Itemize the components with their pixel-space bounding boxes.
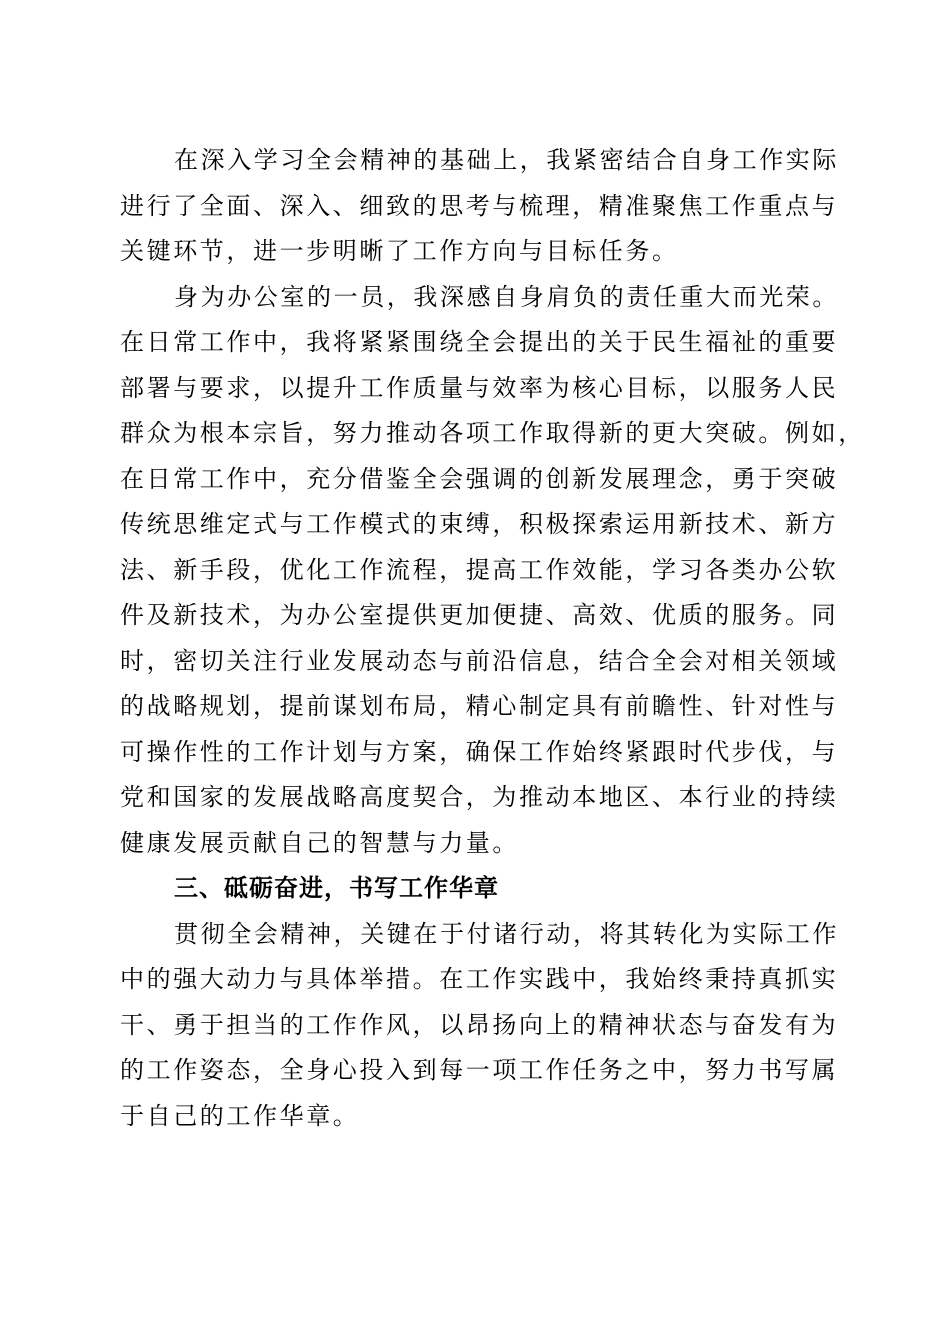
text-line: 的工作姿态，全身心投入到每一项工作任务之中，努力书写属 bbox=[120, 1056, 839, 1084]
text-line: 贯彻全会精神，关键在于付诸行动，将其转化为实际工作 bbox=[174, 919, 839, 948]
paragraph-2 bbox=[120, 275, 865, 867]
text-line: 中的强大动力与具体举措。在工作实践中，我始终秉持真抓实 bbox=[120, 965, 839, 993]
text-line: 党和国家的发展战略高度契合，为推动本地区、本行业的持续 bbox=[120, 783, 839, 811]
text-line: 进行了全面、深入、细致的思考与梳理，精准聚焦工作重点与 bbox=[120, 191, 839, 220]
paragraph-3 bbox=[120, 912, 839, 1140]
text-line: 群众为根本宗旨，努力推动各项工作取得新的更大突破。例如， bbox=[120, 419, 865, 447]
text-line: 于自己的工作华章。 bbox=[120, 1101, 360, 1130]
text-line: 在日常工作中，充分借鉴全会强调的创新发展理念，勇于突破 bbox=[120, 464, 839, 493]
text-line: 传统思维定式与工作模式的束缚，积极探索运用新技术、新方 bbox=[120, 510, 839, 538]
section-heading: 三、砥砺奋进，书写工作华章 bbox=[174, 874, 499, 902]
text-line: 健康发展贡献自己的智慧与力量。 bbox=[120, 828, 519, 857]
text-line: 在日常工作中，我将紧紧围绕全会提出的关于民生福祉的重要 bbox=[120, 328, 839, 356]
text-line: 部署与要求，以提升工作质量与效率为核心目标，以服务人民 bbox=[120, 373, 839, 402]
document-body bbox=[120, 138, 865, 1139]
text-line: 可操作性的工作计划与方案，确保工作始终紧跟时代步伐，与 bbox=[120, 737, 839, 766]
text-line: 法、新手段，优化工作流程，提高工作效能，学习各类办公软 bbox=[120, 555, 839, 584]
text-line: 关键环节，进一步明晰了工作方向与目标任务。 bbox=[120, 237, 679, 265]
text-line: 干、勇于担当的工作作风，以昂扬向上的精神状态与奋发有为 bbox=[120, 1010, 839, 1039]
text-line: 的战略规划，提前谋划布局，精心制定具有前瞻性、针对性与 bbox=[120, 692, 839, 720]
paragraph-1 bbox=[120, 138, 839, 275]
text-line: 件及新技术，为办公室提供更加便捷、高效、优质的服务。同 bbox=[120, 601, 839, 629]
text-line: 时，密切关注行业发展动态与前沿信息，结合全会对相关领域 bbox=[120, 646, 839, 675]
text-line: 在深入学习全会精神的基础上，我紧密结合自身工作实际 bbox=[174, 146, 839, 174]
text-line: 身为办公室的一员，我深感自身肩负的责任重大而光荣。 bbox=[174, 282, 839, 311]
